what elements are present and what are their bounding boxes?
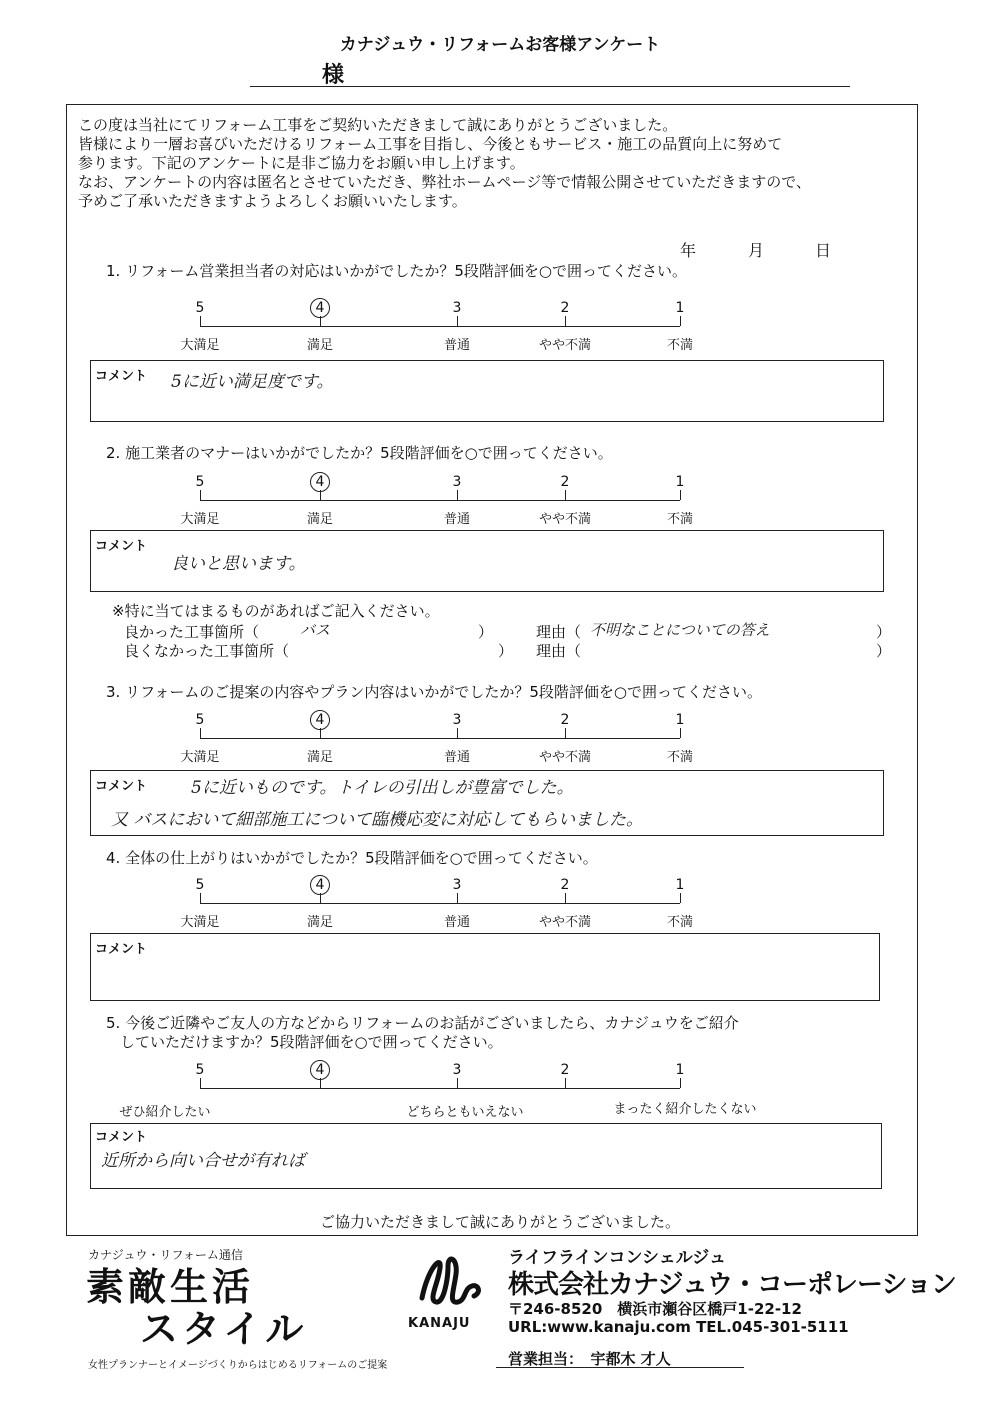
- scale-number-3[interactable]: 3: [452, 712, 462, 728]
- recipient-suffix: 様: [322, 63, 345, 88]
- scale-tick: [200, 1078, 201, 1088]
- scale-tick: [457, 893, 458, 903]
- intro-line: 参ります。下記のアンケートに是非ご協力をお願い申し上げます。: [78, 154, 525, 172]
- comment-text-3a: 5に近いものです。トイレの引出しが豊富でした。: [191, 778, 574, 798]
- scale-tick: [565, 316, 566, 326]
- thanks-message: ご協力いただきまして誠にありがとうございました。: [319, 1213, 680, 1231]
- scale-number-1[interactable]: 1: [675, 1062, 685, 1078]
- scale-tick: [565, 893, 566, 903]
- scale-number-5[interactable]: 5: [195, 300, 205, 316]
- good-parts-label: 良かった工事箇所（: [124, 623, 260, 641]
- recipient-line: [250, 86, 850, 87]
- selected-rating-circle: [310, 710, 330, 730]
- comment-text-2: 良いと思います。: [171, 554, 306, 574]
- question-5-line1: 5. 今後ご近隣やご友人の方などからリフォームのお話がございましたら、カナジュウをご紹介: [106, 1014, 739, 1032]
- reason-bad-label: 理由（: [536, 642, 582, 660]
- bad-parts-close: ）: [498, 642, 514, 660]
- scale-number-4[interactable]: 4: [315, 877, 325, 893]
- scale-tick: [680, 1078, 681, 1088]
- newsletter-tagline: 女性プランナーとイメージづくりからはじめるリフォームのご提案: [88, 1360, 388, 1371]
- scale-label: 満足: [306, 338, 333, 353]
- scale-line: [200, 1088, 680, 1089]
- comment-box-4[interactable]: [90, 933, 880, 1001]
- scale-tick: [565, 490, 566, 500]
- scale-label: 大満足: [180, 750, 220, 765]
- good-parts-close: ）: [478, 623, 494, 641]
- scale-label: 普通: [443, 915, 470, 930]
- scale-tick: [680, 316, 681, 326]
- selected-rating-circle: [310, 875, 330, 895]
- scale-number-4[interactable]: 4: [315, 300, 325, 316]
- intro-line: 予めご了承いただきますようよろしくお願いいたします。: [78, 192, 467, 210]
- reason-good-close: ）: [876, 623, 892, 641]
- scale-tick: [457, 316, 458, 326]
- scale-tick: [680, 893, 681, 903]
- reason-good-label: 理由（: [536, 623, 582, 641]
- sales-rep: 営業担当： 宇都木 才人: [508, 1350, 671, 1368]
- company-address: 〒246-8520 横浜市瀬谷区橋戸1-22-12: [508, 1300, 802, 1318]
- company-url-tel[interactable]: URL:www.kanaju.com TEL.045-301-5111: [508, 1318, 849, 1336]
- scale-label: やや不満: [538, 512, 591, 527]
- scale-line: [200, 326, 680, 327]
- scale-number-3[interactable]: 3: [452, 300, 462, 316]
- rating-scale-5[interactable]: [0, 1062, 1000, 1102]
- scale-label: 不満: [666, 338, 693, 353]
- scale-label: 満足: [306, 750, 333, 765]
- question-1: 1. リフォーム営業担当者の対応はいかがでしたか？5段階評価を○で囲ってください。: [106, 262, 687, 280]
- scale-label: やや不満: [538, 750, 591, 765]
- scale-label: 普通: [443, 750, 470, 765]
- reason-good-value[interactable]: 不明なことについての答え: [590, 621, 770, 639]
- question-5-line2: していただけますか？5段階評価を○で囲ってください。: [120, 1033, 503, 1051]
- scale-number-5[interactable]: 5: [195, 877, 205, 893]
- date-month: 月: [748, 241, 765, 260]
- rating-scale-4[interactable]: [0, 877, 1000, 937]
- scale-number-5[interactable]: 5: [195, 474, 205, 490]
- scale-number-1[interactable]: 1: [675, 474, 685, 490]
- comment-box-2[interactable]: [90, 530, 884, 592]
- survey-title: カナジュウ・リフォームお客様アンケート: [339, 35, 661, 55]
- scale-line: [200, 738, 680, 739]
- scale-line: [200, 500, 680, 501]
- scale-label: 満足: [306, 915, 333, 930]
- scale-tick: [200, 316, 201, 326]
- label-definitely: ぜひ紹介したい: [119, 1105, 211, 1120]
- comment-box-3[interactable]: [90, 770, 884, 836]
- newsletter-line2: スタイル: [140, 1306, 308, 1351]
- scale-label: 大満足: [180, 512, 220, 527]
- scale-number-2[interactable]: 2: [560, 877, 570, 893]
- question-4: 4. 全体の仕上がりはいかがでしたか？5段階評価を○で囲ってください。: [106, 849, 598, 867]
- scale-line: [200, 903, 680, 904]
- scale-number-5[interactable]: 5: [195, 1062, 205, 1078]
- scale-tick: [457, 728, 458, 738]
- comment-text-3b: 又 バスにおいて細部施工について臨機応変に対応してもらいました。: [111, 810, 644, 830]
- scale-label: 不満: [666, 512, 693, 527]
- comment-label: コメント: [95, 369, 148, 384]
- scale-label: 普通: [443, 338, 470, 353]
- comment-box-5[interactable]: [90, 1123, 882, 1189]
- scale-tick: [680, 728, 681, 738]
- good-parts-value[interactable]: バス: [300, 621, 331, 639]
- scale-number-4[interactable]: 4: [315, 712, 325, 728]
- scale-tick: [565, 1078, 566, 1088]
- scale-number-3[interactable]: 3: [452, 1062, 462, 1078]
- intro-line: この度は当社にてリフォーム工事をご契約いただきまして誠にありがとうございました。: [78, 116, 678, 134]
- comment-label: コメント: [95, 1130, 148, 1145]
- rating-scale-2[interactable]: [0, 474, 1000, 534]
- newsletter-line1: 素敵生活: [86, 1264, 255, 1309]
- rating-scale-3[interactable]: [0, 712, 1000, 772]
- comment-label: コメント: [95, 942, 148, 957]
- scale-number-3[interactable]: 3: [452, 474, 462, 490]
- scale-number-4[interactable]: 4: [315, 474, 325, 490]
- comment-label: コメント: [95, 779, 148, 794]
- scale-tick: [565, 728, 566, 738]
- question-3: 3. リフォームのご提案の内容やプラン内容はいかがでしたか？5段階評価を○で囲ってください。: [106, 683, 762, 701]
- intro-text: [78, 116, 913, 211]
- newsletter-small: カナジュウ・リフォーム通信: [88, 1248, 243, 1262]
- selected-rating-circle: [310, 298, 330, 318]
- date-year: 年: [680, 241, 697, 260]
- scale-number-5[interactable]: 5: [195, 712, 205, 728]
- scale-tick: [457, 490, 458, 500]
- scale-number-1[interactable]: 1: [675, 712, 685, 728]
- rating-scale-1[interactable]: [0, 300, 1000, 360]
- company-name: 株式会社カナジュウ・コーポレーション: [508, 1270, 956, 1300]
- intro-line: なお、アンケートの内容は匿名とさせていただき、弊社ホームページ等で情報公開させていただきますので、: [78, 173, 811, 191]
- scale-tick: [457, 1078, 458, 1088]
- concierge-text: ライフラインコンシェルジュ: [508, 1248, 726, 1268]
- comment-label: コメント: [95, 539, 148, 554]
- scale-tick: [680, 490, 681, 500]
- scale-tick: [200, 728, 201, 738]
- sales-underline: [496, 1367, 744, 1368]
- scale-label: 不満: [666, 750, 693, 765]
- scale-label: 大満足: [180, 915, 220, 930]
- intro-line: 皆様により一層お喜びいただけるリフォーム工事を目指し、今後ともサービス・施工の品質向上に努めて: [78, 135, 783, 153]
- scale-number-2[interactable]: 2: [560, 300, 570, 316]
- comment-box-1[interactable]: [90, 360, 884, 422]
- scale-number-2[interactable]: 2: [560, 474, 570, 490]
- kanaju-logo-icon: [418, 1248, 488, 1310]
- selected-rating-circle: [310, 472, 330, 492]
- scale-number-2[interactable]: 2: [560, 712, 570, 728]
- question-2: 2. 施工業者のマナーはいかがでしたか？5段階評価を○で囲ってください。: [106, 444, 613, 462]
- reason-bad-close: ）: [876, 642, 892, 660]
- scale-number-1[interactable]: 1: [675, 300, 685, 316]
- selected-rating-circle: [310, 1060, 330, 1080]
- scale-label: やや不満: [538, 915, 591, 930]
- bad-parts-label: 良くなかった工事箇所（: [124, 642, 290, 660]
- special-heading: ※特に当てはまるものがあればご記入ください。: [112, 602, 440, 620]
- scale-number-1[interactable]: 1: [675, 877, 685, 893]
- logo-text: KANAJU: [408, 1316, 471, 1331]
- scale-tick: [200, 893, 201, 903]
- comment-text-5: 近所から向い合せが有れば: [101, 1151, 305, 1171]
- comment-text-1: 5に近い満足度です。: [171, 372, 334, 392]
- date-day: 日: [815, 241, 832, 260]
- scale-number-2[interactable]: 2: [560, 1062, 570, 1078]
- scale-number-3[interactable]: 3: [452, 877, 462, 893]
- scale-label: やや不満: [538, 338, 591, 353]
- scale-number-4[interactable]: 4: [315, 1062, 325, 1078]
- scale-label: 不満: [666, 915, 693, 930]
- scale-label: 満足: [306, 512, 333, 527]
- label-not-at-all: まったく紹介したくない: [613, 1102, 757, 1117]
- scale-label: 大満足: [180, 338, 220, 353]
- label-neutral: どちらともいえない: [406, 1105, 524, 1120]
- scale-tick: [200, 490, 201, 500]
- scale-label: 普通: [443, 512, 470, 527]
